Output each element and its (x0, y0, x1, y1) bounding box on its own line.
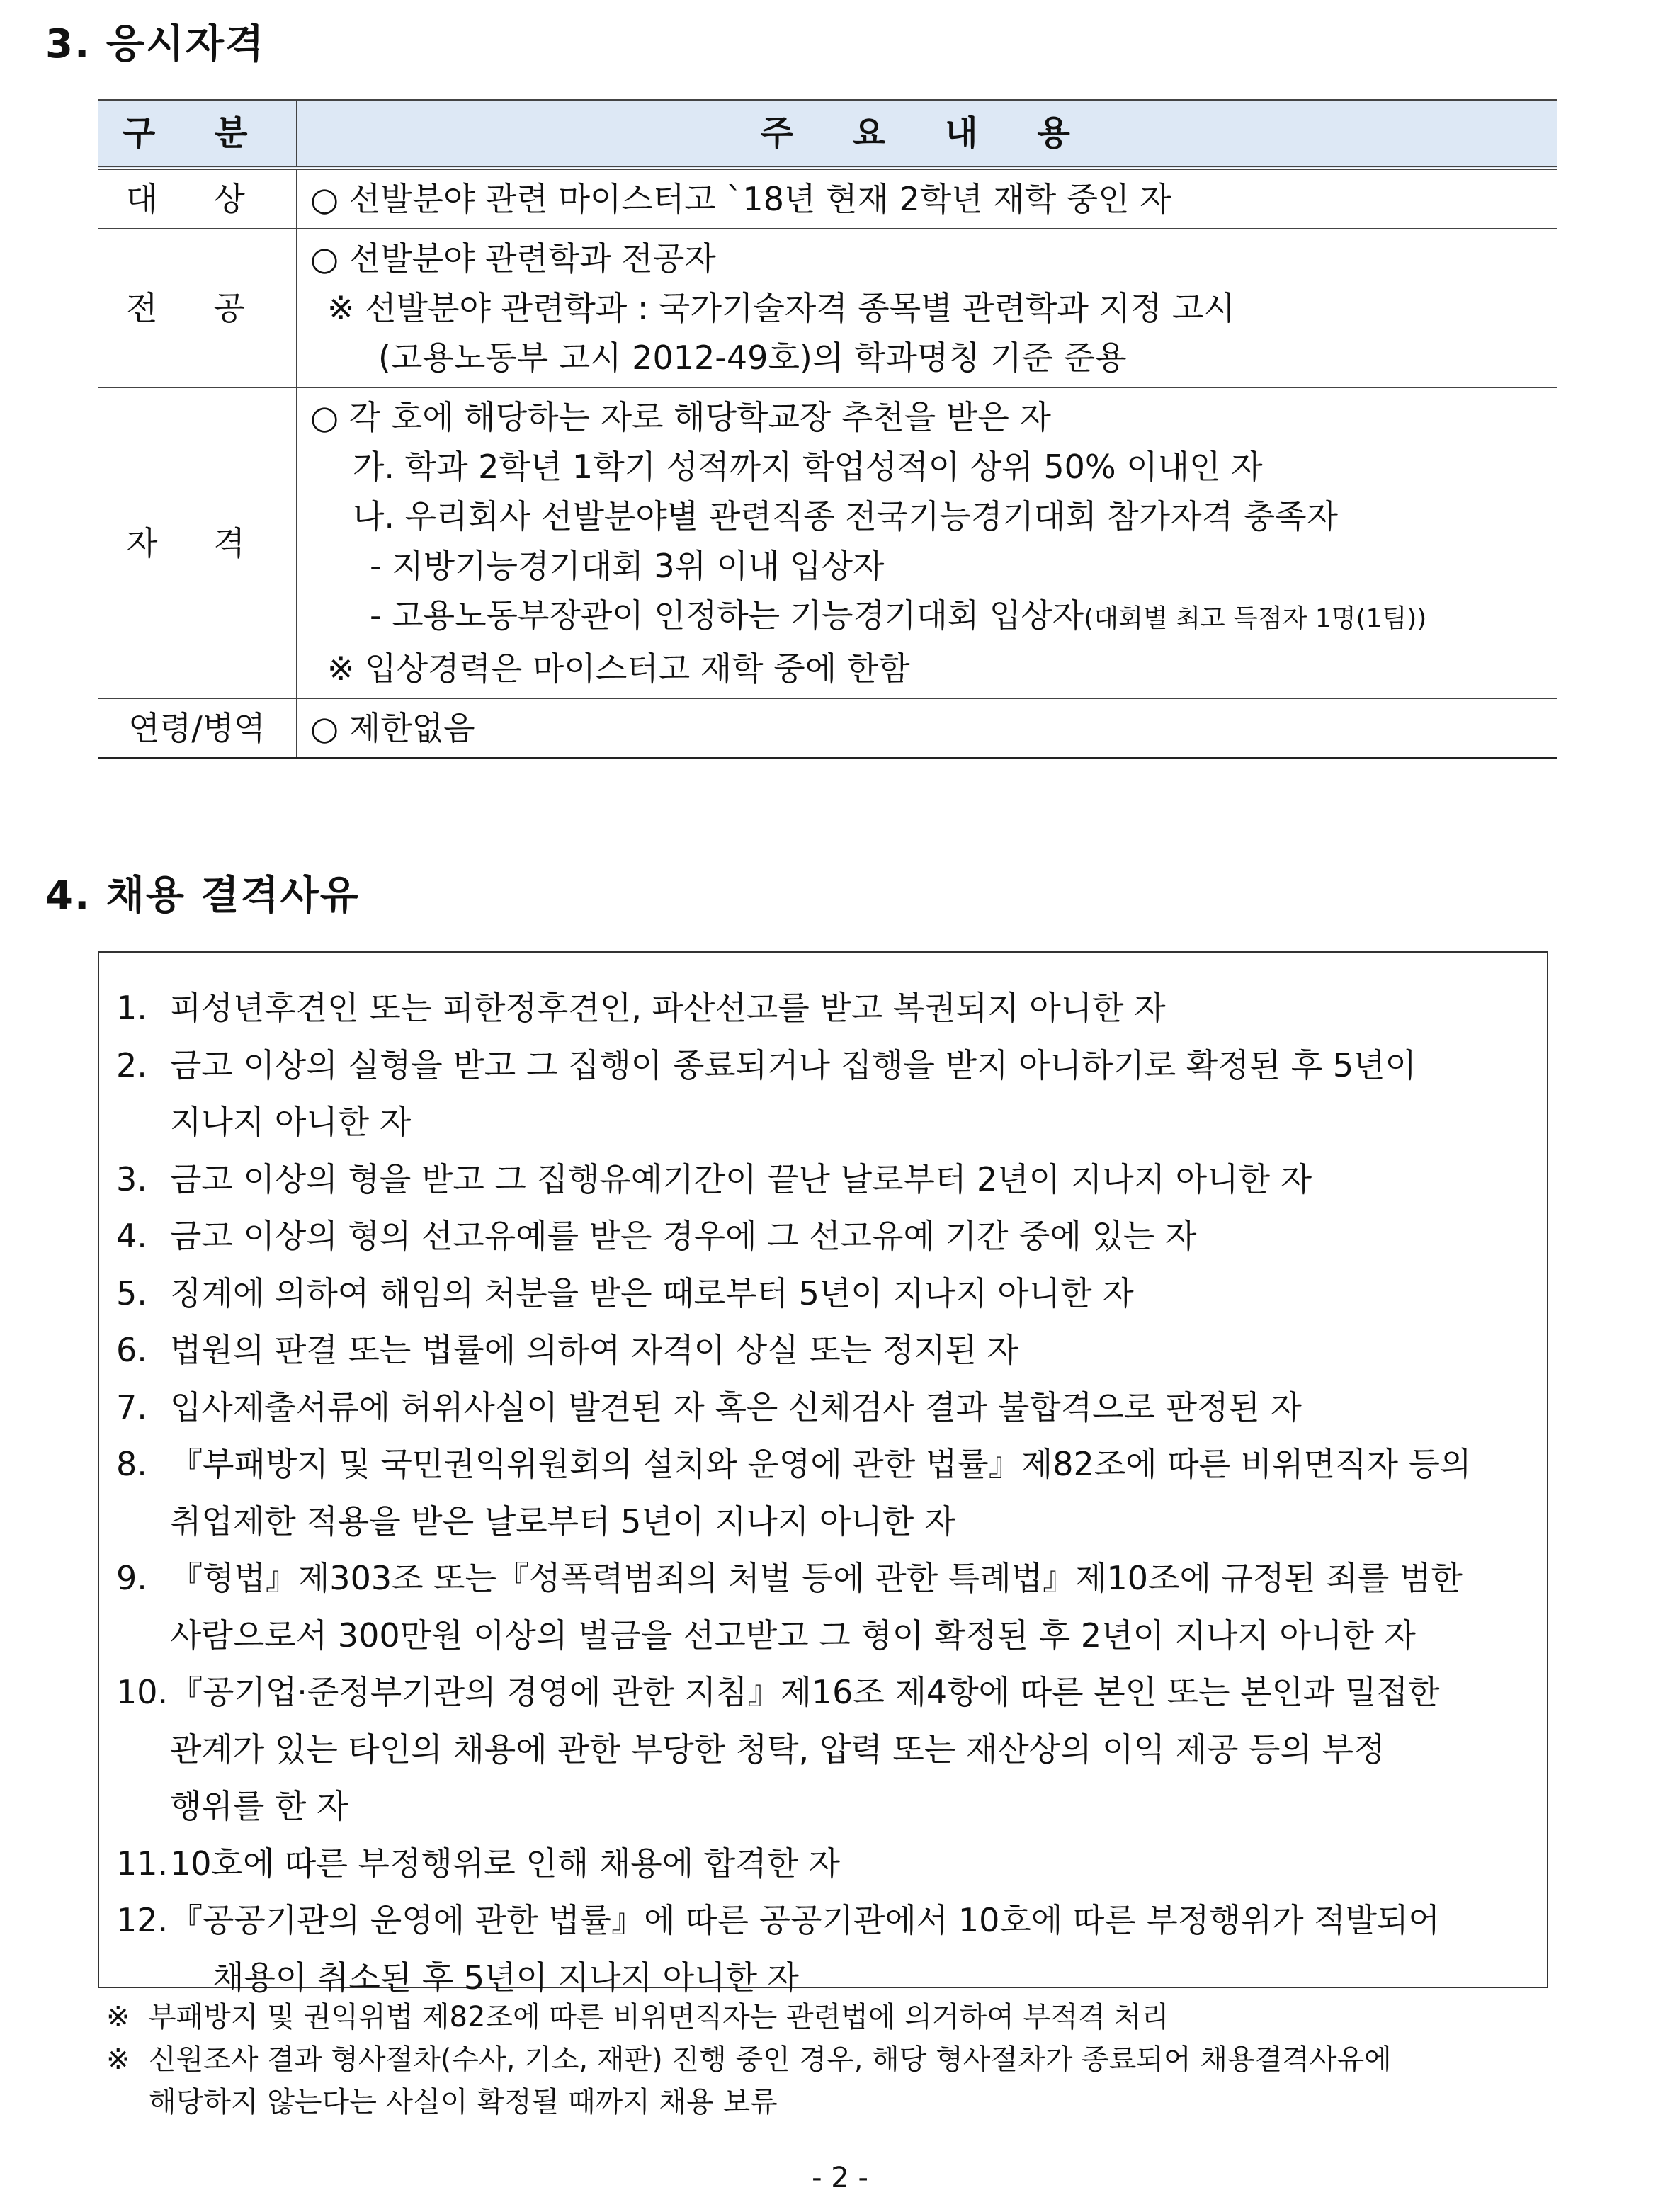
content-line: 나. 우리회사 선발분야별 관련직종 전국기능경기대회 참가자격 충족자 (353, 497, 1338, 535)
table-row-age-military (98, 698, 1557, 759)
content-line: ※ 선발분야 관련학과 : 국가기술자격 종목별 관련학과 지정 고시 (327, 289, 1235, 327)
row-content (297, 698, 1557, 759)
list-item: 11. 10호에 따른 부정행위로 인해 채용에 합격한 자 (116, 1844, 841, 1883)
page-number: - 2 - (812, 2162, 868, 2194)
content-line: ○ 선발분야 관련 마이스터고 `18년 현재 2학년 재학 중인 자 (310, 180, 1171, 218)
note-item: ※ 부패방지 및 권익위법 제82조에 따른 비위면직자는 관련법에 의거하여 부적격 처리 (106, 2001, 1169, 2033)
list-item: 8. 『부패방지 및 국민권익위원회의 설치와 운영에 관한 법률』제82조에 따른 비위면직자 등의 취업제한 적용을 받은 날로부터 5년이 지나지 아니한 자 (116, 1445, 1472, 1541)
section-3-heading: 3. 응시자격 (45, 21, 266, 67)
content-line: ○ 제한없음 (310, 709, 475, 747)
list-item: 3. 금고 이상의 형을 받고 그 집행유예기간이 끝난 날로부터 2년이 지나지 아니한 자 (116, 1159, 1312, 1198)
content-line: - 지방기능경기대회 3위 이내 입상자 (370, 547, 885, 585)
section-4-heading: 4. 채용 결격사유 (45, 873, 360, 919)
content-line: ○ 각 호에 해당하는 자로 해당학교장 추천을 받은 자 (310, 398, 1051, 436)
list-item: 6. 법원의 판결 또는 법률에 의하여 자격이 상실 또는 정지된 자 (116, 1331, 1019, 1369)
list-item: 10. 『공기업·준정부기관의 경영에 관한 지침』제16조 제4항에 따른 본인 또는 본인과 밀접한 관계가 있는 타인의 채용에 관한 부당한 청탁, 압력 또는 재산상의 이익 제공 등의 부정 행위를 한 자 (116, 1673, 1440, 1825)
row-label: 연령/병역 (98, 698, 297, 759)
row-label: 자 격 (98, 387, 297, 698)
row-content (297, 387, 1557, 698)
header-category: 구 분 (98, 100, 297, 168)
row-label: 대 상 (98, 168, 297, 229)
list-item: 7. 입사제출서류에 허위사실이 발견된 자 혹은 신체검사 결과 불합격으로 판정된 자 (116, 1388, 1302, 1426)
disqualification-box (98, 951, 1548, 1997)
list-item: 1. 피성년후견인 또는 피한정후견인, 파산선고를 받고 복권되지 아니한 자 (116, 989, 1166, 1027)
header-content: 주 요 내 용 (297, 100, 1557, 168)
list-item: 4. 금고 이상의 형의 선고유예를 받은 경우에 그 선고유예 기간 중에 있는 자 (116, 1217, 1197, 1255)
table-row-qualification (98, 387, 1557, 698)
list-item: 5. 징계에 의하여 해임의 처분을 받은 때로부터 5년이 지나지 아니한 자 (116, 1273, 1134, 1312)
table-row-major (98, 229, 1557, 387)
table-row-target (98, 168, 1557, 229)
table-header-row (98, 100, 1557, 168)
row-content (297, 168, 1557, 229)
content-line: 가. 학과 2학년 1학기 성적까지 학업성적이 상위 50% 이내인 자 (353, 448, 1263, 486)
list-item: 12. 『공공기관의 운영에 관한 법률』에 따른 공공기관에서 10호에 따른 부정행위가 적발되어 채용이 취소된 후 5년이 지나지 아니한 자 (116, 1901, 1440, 1997)
row-content (297, 229, 1557, 387)
content-line: ※ 입상경력은 마이스터고 재학 중에 한함 (327, 649, 910, 688)
content-line: (고용노동부 고시 2012-49호)의 학과명칭 기준 준용 (378, 339, 1127, 377)
qualification-table (98, 99, 1557, 759)
row-label: 전 공 (98, 229, 297, 387)
list-item: 9. 『형법』제303조 또는『성폭력범죄의 처벌 등에 관한 특례법』제10조에 규정된 죄를 범한 사람으로서 300만원 이상의 벌금을 선고받고 그 형이 확정된 후 2년이 지나지 아니한 자 (116, 1559, 1463, 1655)
list-item: 2. 금고 이상의 실형을 받고 그 집행이 종료되거나 집행을 받지 아니하기로 확정된 후 5년이 지나지 아니한 자 (116, 1045, 1417, 1141)
content-line: - 고용노동부장관이 인정하는 기능경기대회 입상자(대회별 최고 득점자 1명(1팀)) (370, 596, 1427, 635)
notes (106, 1996, 1392, 2123)
content-line: ○ 선발분야 관련학과 전공자 (310, 239, 716, 278)
note-item: ※ 신원조사 결과 형사절차(수사, 기소, 재판) 진행 중인 경우, 해당 형사절차가 종료되어 채용결격사유에 해당하지 않는다는 사실이 확정될 때까지 채용 보류 (106, 2043, 1392, 2118)
